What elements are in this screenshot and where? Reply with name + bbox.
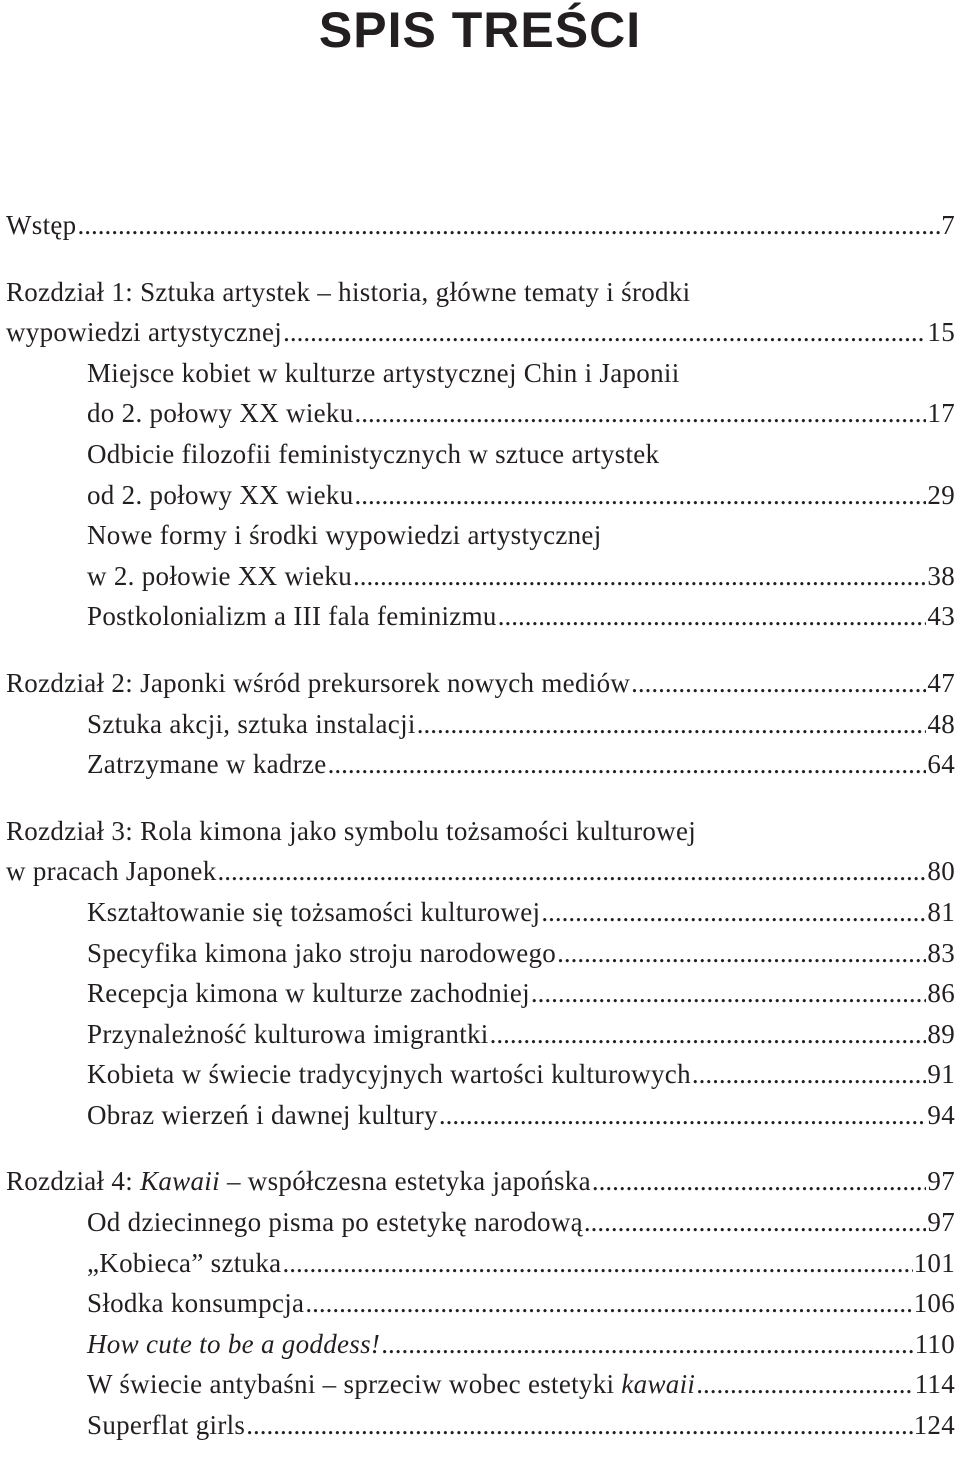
dot-leader (218, 851, 927, 892)
toc-page-number: 91 (927, 1059, 955, 1090)
toc-page-number: 89 (927, 1018, 955, 1049)
toc-entry-title: „Kobieca” sztuka (87, 1247, 282, 1278)
toc-page-number: 101 (913, 1247, 955, 1278)
toc-page-number: 81 (927, 896, 955, 927)
toc-section-first-line[interactable] (6, 353, 955, 394)
dot-leader (353, 556, 926, 597)
toc-section[interactable] (6, 556, 955, 597)
toc-entry-title: Kształtowanie się tożsamości kulturowej (87, 896, 541, 927)
toc-section[interactable] (6, 393, 955, 434)
dot-leader (541, 892, 926, 933)
toc-chapter-3-first-line[interactable] (6, 811, 955, 852)
dot-leader (283, 312, 926, 353)
title-italic: kawaii (621, 1369, 696, 1400)
toc-entry-title: Słodka konsumpcja (87, 1288, 305, 1319)
toc-entry-title (87, 1364, 695, 1405)
toc-section[interactable] (6, 1054, 955, 1095)
toc-page-number: 29 (927, 479, 955, 510)
toc-entry-title: Kobieta w świecie tradycyjnych wartości kulturowych (87, 1059, 691, 1090)
toc-entry-title: Odbicie filozofii feministycznych w sztuce artystek (87, 438, 660, 469)
toc-entry-title: Od dziecinnego pisma po estetykę narodową (87, 1207, 583, 1238)
toc-entry-title-continued: w pracach Japonek (6, 856, 217, 887)
dot-leader (439, 1095, 927, 1136)
toc-page-number: 43 (927, 601, 955, 632)
toc-section[interactable] (6, 1324, 955, 1365)
toc-entry-title: Rozdział 2: Japonki wśród prekursorek nowych mediów (6, 667, 631, 698)
dot-leader (282, 1243, 912, 1284)
dot-leader (557, 933, 926, 974)
toc-page-number: 110 (914, 1328, 955, 1359)
toc-entry-title: Miejsce kobiet w kulturze artystycznej Chin i Japonii (87, 357, 680, 388)
toc-section[interactable] (6, 475, 955, 516)
toc-section[interactable] (6, 1283, 955, 1324)
toc-entry-title-continued: do 2. połowy XX wieku (87, 398, 354, 429)
toc-page-number: 48 (927, 708, 955, 739)
toc-entry-title: Specyfika kimona jako stroju narodowego (87, 937, 557, 968)
dot-leader (692, 1054, 927, 1095)
toc-chapter-3[interactable] (6, 851, 955, 892)
toc-section[interactable] (6, 973, 955, 1014)
dot-leader (531, 973, 926, 1014)
title-prefix: W świecie antybaśni – sprzeciw wobec estetyki (87, 1369, 622, 1400)
toc-page-number: 80 (927, 856, 955, 887)
dot-leader (355, 475, 927, 516)
dot-leader (381, 1324, 913, 1365)
toc-entry-intro[interactable] (6, 205, 955, 246)
dot-leader (631, 663, 926, 704)
toc-chapter-4[interactable] (6, 1161, 955, 1202)
toc-page-number: 97 (927, 1166, 955, 1197)
dot-leader (417, 704, 927, 745)
toc-entry-title-continued: wypowiedzi artystycznej (6, 317, 283, 348)
dot-leader (696, 1364, 913, 1405)
title-italic: Kawaii (140, 1166, 220, 1197)
toc-page-number: 97 (927, 1207, 955, 1238)
dot-leader (355, 393, 927, 434)
toc-page-number: 106 (913, 1288, 955, 1319)
dot-leader (305, 1283, 912, 1324)
toc-chapter-2[interactable] (6, 663, 955, 704)
dot-leader (498, 596, 927, 637)
toc-page-number: 124 (913, 1410, 955, 1441)
toc-section[interactable] (6, 596, 955, 637)
toc-entry-title: How cute to be a goddess! (87, 1328, 381, 1359)
toc-page-number: 94 (927, 1099, 955, 1130)
toc-entry-title: Nowe formy i środki wypowiedzi artystycznej (87, 520, 602, 551)
title-suffix: – współczesna estetyka japońska (219, 1166, 591, 1197)
dot-leader (77, 205, 940, 246)
toc-entry-title: Sztuka akcji, sztuka instalacji (87, 708, 416, 739)
toc-page-number: 114 (914, 1369, 955, 1400)
toc-section[interactable] (6, 1202, 955, 1243)
toc-page-number: 64 (927, 749, 955, 780)
toc-page-number: 17 (927, 398, 955, 429)
toc-entry-title: Obraz wierzeń i dawnej kultury (87, 1099, 438, 1130)
dot-leader (246, 1405, 912, 1446)
title-prefix: Rozdział 4: (6, 1166, 141, 1197)
toc-entry-title: Rozdział 3: Rola kimona jako symbolu tożsamości kulturowej (6, 815, 697, 846)
toc-page-number: 7 (941, 210, 955, 240)
toc-entry-title: Rozdział 1: Sztuka artystek – historia, główne tematy i środki (6, 276, 691, 307)
toc-entry-title (6, 1161, 591, 1202)
page-title: SPIS TREŚCI (318, 2, 642, 58)
toc-page-number: 86 (927, 978, 955, 1009)
toc-chapter-1[interactable] (6, 312, 955, 353)
toc-section-first-line[interactable] (6, 434, 955, 475)
toc-section[interactable] (6, 1243, 955, 1284)
toc-section[interactable] (6, 704, 955, 745)
toc-section[interactable] (6, 892, 955, 933)
toc-section-first-line[interactable] (6, 515, 955, 556)
toc-entry-title: Recepcja kimona w kulturze zachodniej (87, 978, 530, 1009)
toc-section[interactable] (6, 933, 955, 974)
toc-entry-title-continued: od 2. połowy XX wieku (87, 479, 354, 510)
toc-page-number: 38 (927, 560, 955, 591)
table-of-contents (6, 205, 955, 1446)
dot-leader (490, 1014, 927, 1055)
toc-section[interactable] (6, 1405, 955, 1446)
toc-page-number: 15 (927, 317, 955, 348)
toc-entry-title: Postkolonializm a III fala feminizmu (87, 601, 497, 632)
toc-entry-title: Przynależność kulturowa imigrantki (87, 1018, 489, 1049)
toc-chapter-1-first-line[interactable] (6, 272, 955, 313)
toc-entry-title: Superflat girls (87, 1410, 246, 1441)
toc-entry-title-continued: w 2. połowie XX wieku (87, 560, 353, 591)
toc-page-number: 47 (927, 667, 955, 698)
toc-entry-title: Wstęp (6, 210, 77, 240)
toc-entry-title: Zatrzymane w kadrze (87, 749, 327, 780)
toc-page-number: 83 (927, 937, 955, 968)
dot-leader (584, 1202, 926, 1243)
toc-section[interactable] (6, 1014, 955, 1055)
toc-section[interactable] (6, 1095, 955, 1136)
dot-leader (592, 1161, 926, 1202)
dot-leader (328, 744, 927, 785)
toc-section[interactable] (6, 744, 955, 785)
toc-section[interactable] (6, 1364, 955, 1405)
